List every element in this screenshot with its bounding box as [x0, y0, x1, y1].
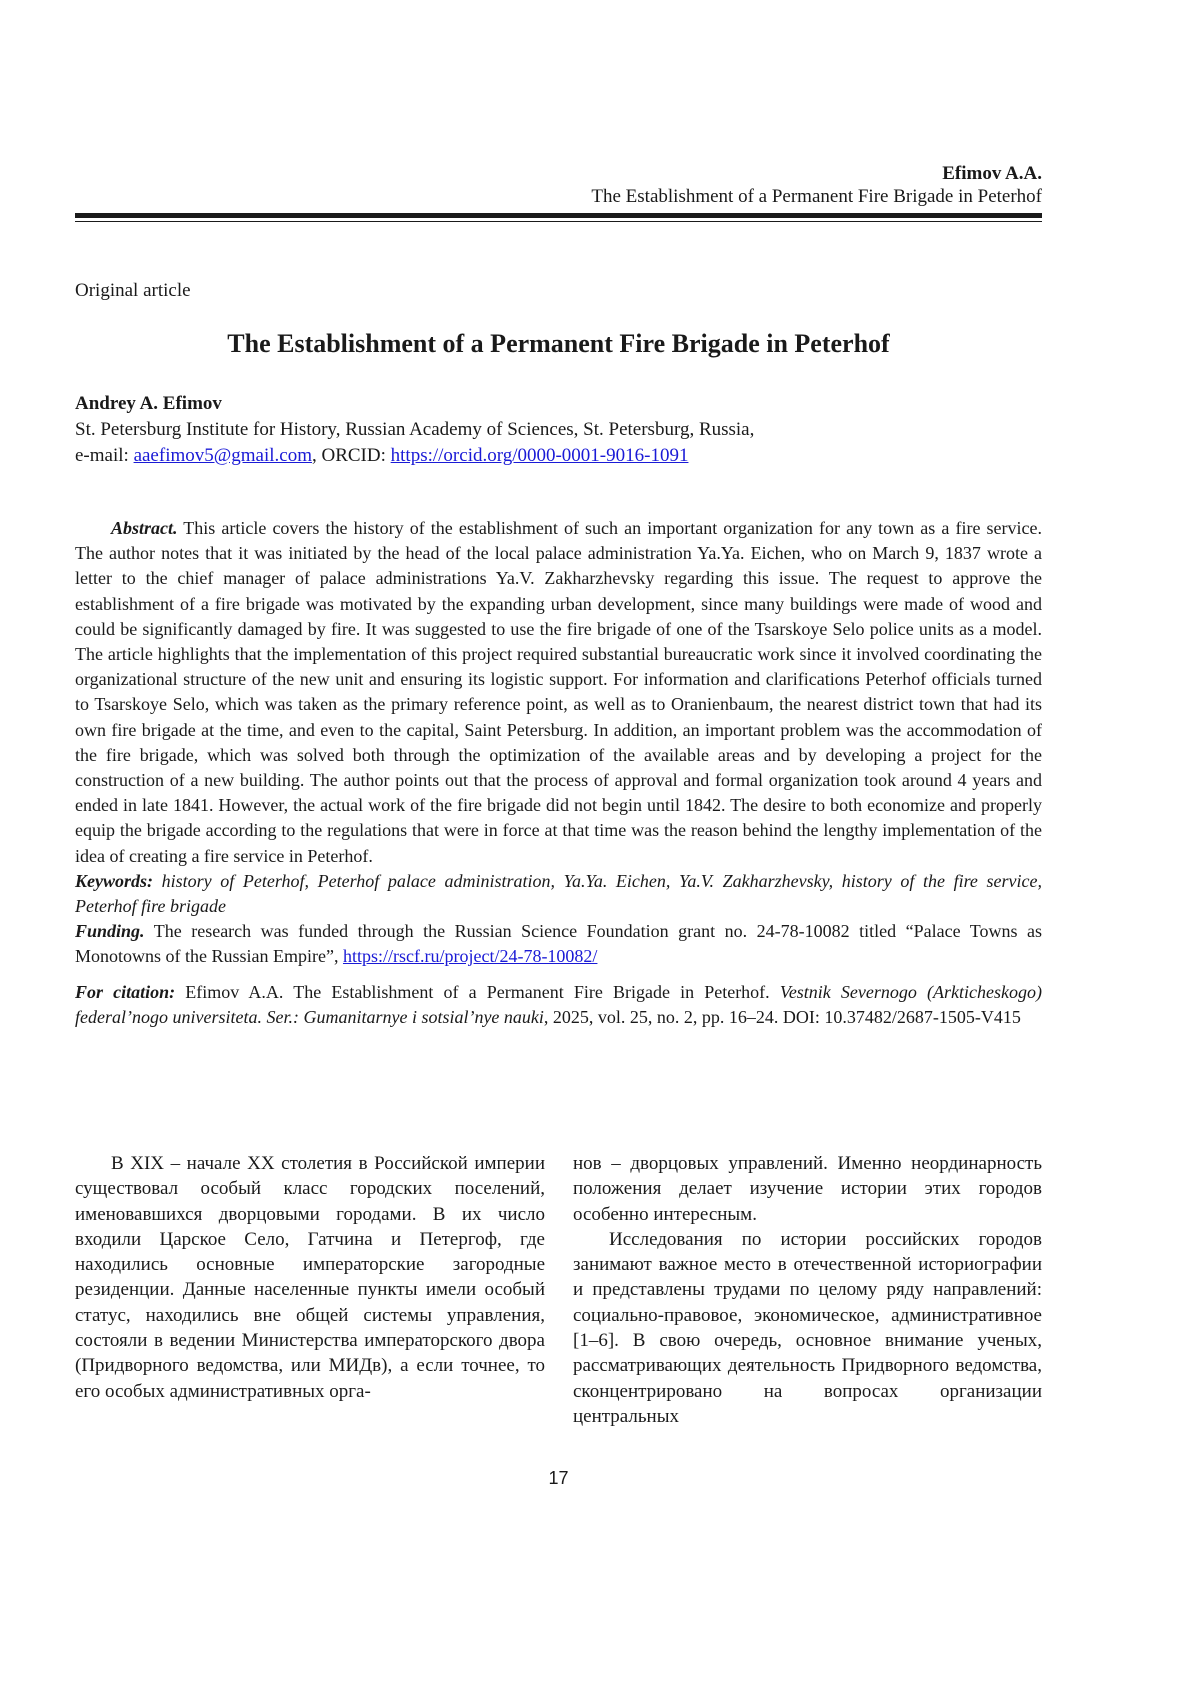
keywords-label: Keywords:	[75, 871, 153, 891]
author-block	[75, 391, 1042, 469]
header-rule-thin	[75, 221, 1042, 222]
author-contacts	[75, 443, 1042, 469]
abstract-label: Abstract.	[111, 518, 178, 538]
abstract-text: This article covers the history of the establishment of such an important organization for any town as a fire service. The author notes that it was initiated by the head of the local palace administration Ya.Ya. Eichen, who on March 9, 1837 wrote a letter to the chief manager of palace administrations Ya.V. Zakharzhevsky regarding this issue. The request to approve the establishment of a fire brigade was motivated by the expanding urban development, since many buildings were made of wood and could be significantly damaged by fire. It was suggested to use the fire brigade of one of the Tsarskoye Selo police units as a model. The article highlights that the implementation of this project required substantial bureaucratic work since it involved coordinating the organizational structure of the new unit and ensuring its logistic support. For information and clarifications Peterhof officials turned to Tsarskoye Selo, which was taken as the primary reference point, as well as to Oranienbaum, the nearest district town that had its own fire brigade at the time, and even to the capital, Saint Petersburg. In addition, an important problem was the accommodation of the fire brigade, which was solved both through the optimization of the available areas and by developing a project for the construction of a new building. The author points out that the process of approval and formal organization took around 4 years and ended in late 1841. However, the actual work of the fire brigade did not begin until 1842. The desire to both economize and properly equip the brigade according to the regulations that were in force at that time was the reason behind the lengthy implementation of the idea of creating a fire service in Peterhof.	[75, 518, 1042, 866]
funding-link[interactable]: https://rscf.ru/project/24-78-10082/	[343, 946, 597, 966]
author-name: Andrey A. Efimov	[75, 391, 1042, 417]
running-head-title: The Establishment of a Permanent Fire Brigade in Peterhof	[75, 185, 1042, 208]
running-head-author: Efimov A.A.	[75, 162, 1042, 185]
body-column-right	[573, 1151, 1042, 1429]
body-column-left	[75, 1151, 545, 1404]
body-paragraph: Исследования по истории российских городов занимают важное место в отечественной историографии и представлены трудами по целому ряду направлений: социально-правовое, экономическое, административное [1–6]. В свою очередь, основное внимание ученых, рассматривающих деятельность Придворного ведомства, сконцентрировано на вопросах организации центральных	[573, 1227, 1042, 1429]
citation-details: , 2025, vol. 25, no. 2, pp. 16–24. DOI: 10.37482/2687-1505-V415	[544, 1007, 1021, 1027]
abstract-block	[75, 516, 1042, 1030]
email-label: e-mail:	[75, 445, 134, 466]
author-affiliation: St. Petersburg Institute for History, Russian Academy of Sciences, St. Petersburg, Russia,	[75, 417, 1042, 443]
funding-paragraph	[75, 919, 1042, 969]
abstract-paragraph	[75, 516, 1042, 869]
article-title: The Establishment of a Permanent Fire Brigade in Peterhof	[75, 329, 1042, 359]
funding-text: The research was funded through the Russian Science Foundation grant no. 24-78-10082 titled “Palace Towns as Monotowns of the Russian Empire”,	[75, 921, 1042, 966]
citation-label: For citation:	[75, 982, 175, 1002]
keywords-paragraph	[75, 869, 1042, 919]
citation-text: Efimov A.A. The Establishment of a Permanent Fire Brigade in Peterhof.	[175, 982, 780, 1002]
page-number: 17	[0, 1468, 1117, 1489]
citation-journal: Vestnik Severnogo (Arkticheskogo) federal’nogo universiteta. Ser.: Gumanitarnye i sotsial’nye nauki	[75, 982, 1042, 1027]
keywords-text: history of Peterhof, Peterhof palace administration, Ya.Ya. Eichen, Ya.V. Zakharzhevsky, history of the fire service, Peterhof fire brigade	[75, 871, 1042, 916]
email-link[interactable]: aaefimov5@gmail.com	[134, 445, 312, 466]
funding-label: Funding.	[75, 921, 145, 941]
article-type: Original article	[75, 280, 191, 302]
body-paragraph: В XIX – начале XX столетия в Российской империи существовал особый класс городских поселений, именовавшихся дворцовыми городами. В их число входили Царское Село, Гатчина и Петергоф, где находились основные императорские загородные резиденции. Данные населенные пункты имели особый статус, находились вне общей системы управления, состояли в ведении Министерства императорского двора (Придворного ведомства, или МИДв), а если точнее, то его особых административных орга-	[75, 1151, 545, 1404]
orcid-link[interactable]: https://orcid.org/0000-0001-9016-1091	[391, 445, 689, 466]
body-paragraph: нов – дворцовых управлений. Именно неординарность положения делает изучение истории этих городов особенно интересным.	[573, 1151, 1042, 1227]
orcid-label: , ORCID:	[312, 445, 391, 466]
citation-paragraph	[75, 980, 1042, 1030]
running-head	[75, 162, 1042, 208]
header-rule-thick	[75, 213, 1042, 218]
